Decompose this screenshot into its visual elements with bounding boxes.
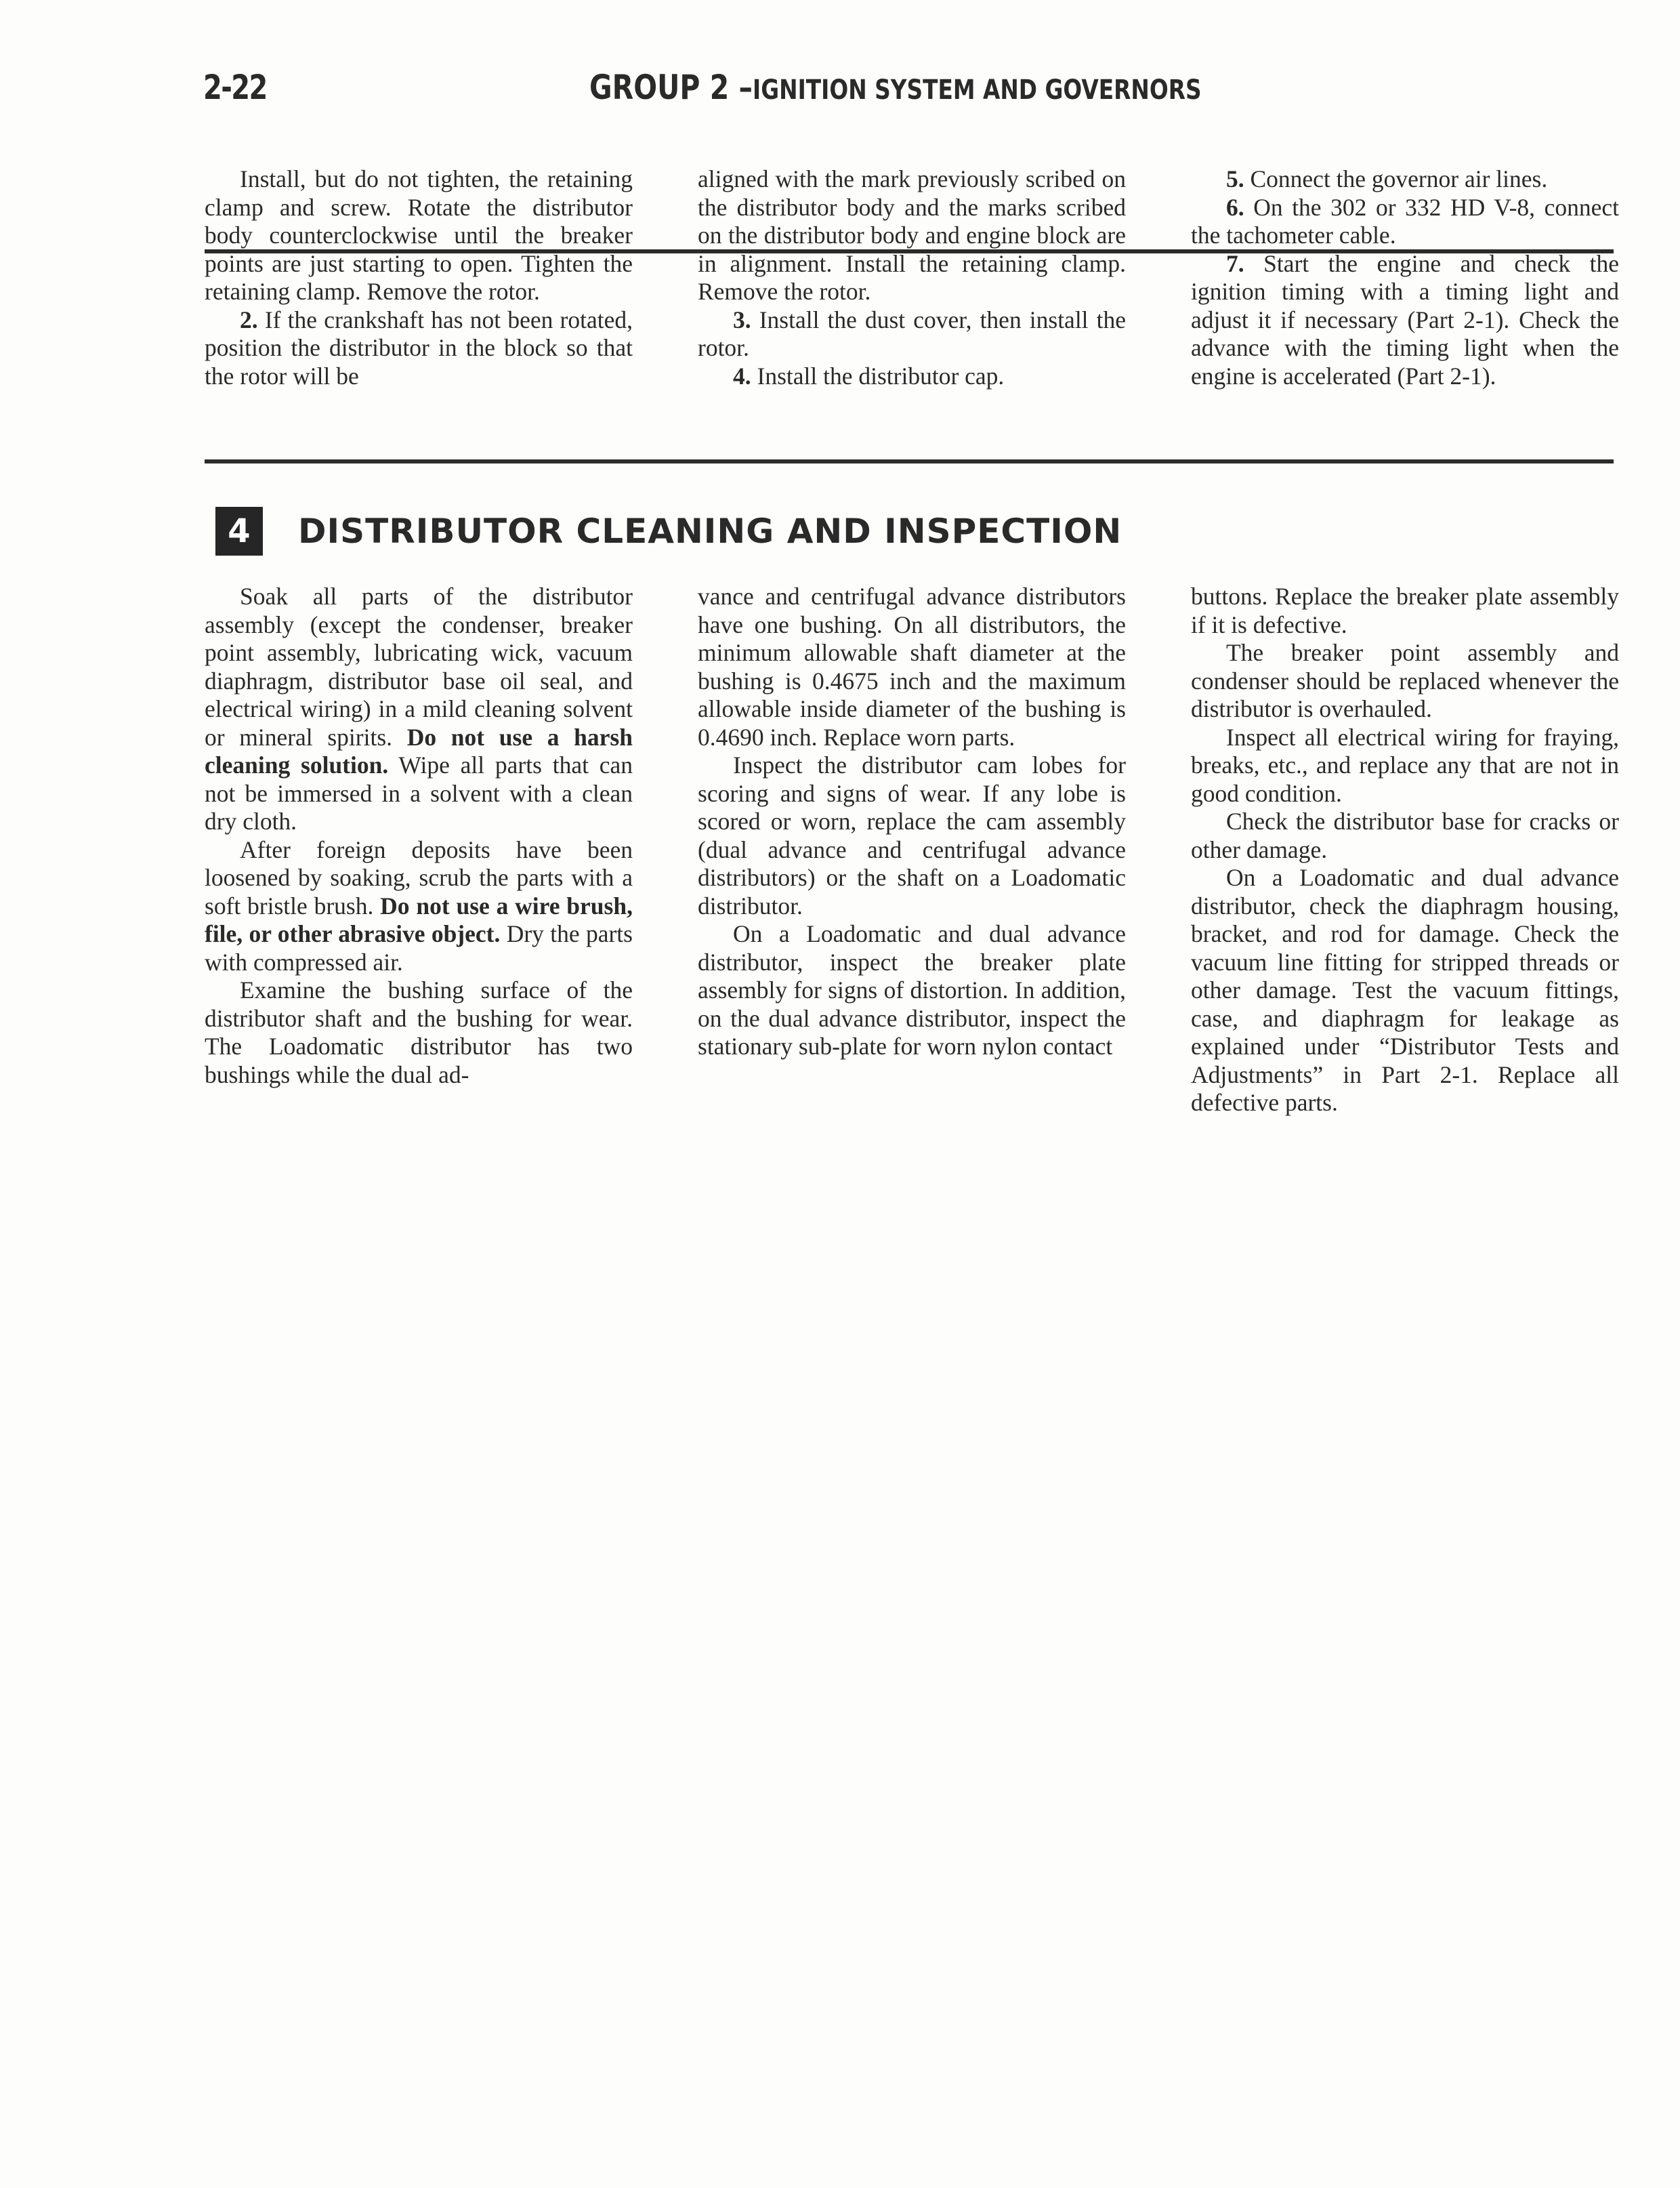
body-column-1 (205, 583, 633, 1089)
step-number: 3. (733, 306, 751, 333)
paragraph (205, 165, 633, 306)
page-number: 2-22 (203, 68, 267, 107)
top-column-2 (698, 165, 1126, 390)
paragraph (205, 583, 633, 836)
body-column-3 (1191, 583, 1619, 1117)
paragraph: On a Loadomatic and dual advance distributor, check the diaphragm housing, bracket, and rod for damage. Check the vacuum line fitting for stripped threads or other damage. Test the vacuum fittings, case, and diaphragm for leakage as explained under “Distributor Tests and Adjustments” in Part 2-1. Replace all defective parts. (1191, 864, 1619, 1116)
paragraph: buttons. Replace the breaker plate assembly if it is defective. (1191, 583, 1619, 638)
paragraph: The breaker point assembly and condenser should be replaced whenever the distributor is overhauled. (1191, 639, 1619, 722)
warning-text: Do not use a harsh cleaning solution. (205, 723, 633, 779)
step-2 (205, 306, 633, 391)
paragraph: vance and centrifugal advance distributors have one bushing. On all distributors, the minimum allowable shaft diameter at the bushing is 0.4675 inch and the maximum allowable inside diameter of the bushing is 0.4690 inch. Replace worn parts. (698, 583, 1126, 751)
paragraph-text: Examine the bushing surface of the distributor shaft and the bushing for wear. The Loadomatic distributor has two bushings while the dual ad- (205, 976, 633, 1088)
step-6 (1191, 194, 1619, 250)
paragraph: Inspect the distributor cam lobes for scoring and signs of wear. If any lobe is scored or worn, replace the cam assembly (dual advance and centrifugal advance distributors) or the shaft on a Loadomatic distributor. (698, 751, 1126, 920)
paragraph: On a Loadomatic and dual advance distributor, inspect the breaker plate assembly for signs of distortion. In addition, on the dual advance distributor, inspect the stationary sub-plate for worn nylon contact (698, 920, 1126, 1060)
paragraph-text: Dry the parts with compressed air. (205, 920, 633, 976)
step-text: On the 302 or 332 HD V-8, connect the tachometer cable. (1191, 193, 1619, 249)
paragraph-text: aligned with the mark previously scribed on the distributor body and the marks scribed on the distributor body and engine block are in alignment. Install the retaining clamp. Remove the rotor. (698, 165, 1126, 305)
step-text: Install the dust cover, then install the rotor. (698, 306, 1126, 361)
paragraph: Inspect all electrical wiring for fraying, breaks, etc., and replace any that are not in good condition. (1191, 723, 1619, 807)
step-number: 7. (1226, 249, 1244, 277)
step-number: 6. (1226, 193, 1244, 221)
step-number: 5. (1226, 165, 1244, 192)
running-header (589, 68, 1202, 107)
step-text: Connect the governor air lines. (1244, 165, 1548, 192)
paragraph-text: Install, but do not tighten, the retaining clamp and screw. Rotate the distributor body counterclockwise until the breaker points are just starting to open. Tighten the retaining clamp. Remove the rotor. (205, 165, 633, 305)
step-7 (1191, 250, 1619, 391)
paragraph-text: Soak all parts of the distributor assembly (except the condenser, breaker point assembly, lubricating wick, vacuum diaphragm, distributor base oil seal, and electrical wiring) in a mild cleaning solvent or mineral spirits. (205, 583, 633, 751)
section-number-badge: 4 (215, 507, 263, 556)
section-title: DISTRIBUTOR CLEANING AND INSPECTION (298, 512, 1122, 551)
section-rule (205, 459, 1614, 463)
step-text: Install the distributor cap. (751, 362, 1005, 390)
group-label: GROUP 2 (589, 68, 730, 107)
top-column-1 (205, 165, 633, 390)
top-column-3 (1191, 165, 1619, 390)
step-4 (698, 363, 1126, 391)
paragraph (205, 836, 633, 977)
step-number: 4. (733, 362, 751, 390)
paragraph: Check the distributor base for cracks or other damage. (1191, 808, 1619, 863)
step-5 (1191, 165, 1619, 194)
header-separator: – (738, 68, 753, 107)
paragraph (205, 976, 633, 1089)
paragraph-text: After foreign deposits have been loosened by soaking, scrub the parts with a soft bristle brush. (205, 835, 633, 920)
step-3 (698, 306, 1126, 363)
warning-text: Do not use a wire brush, file, or other abrasive object. (205, 892, 633, 947)
step-text: Start the engine and check the ignition timing with a timing light and adjust it if necessary (Part 2-1). Check the advance with the timing light when the engine is accelerated (Part 2-1). (1191, 249, 1619, 390)
paragraph (698, 165, 1126, 306)
chapter-title: IGNITION SYSTEM AND GOVERNORS (753, 75, 1202, 106)
step-number: 2. (240, 306, 258, 333)
step-text: If the crankshaft has not been rotated, position the distributor in the block so that the rotor will be (205, 306, 633, 390)
section-heading (215, 507, 1122, 556)
body-column-2 (698, 583, 1126, 1061)
paragraph-text: Wipe all parts that can not be immersed in a solvent with a clean dry cloth. (205, 751, 633, 835)
